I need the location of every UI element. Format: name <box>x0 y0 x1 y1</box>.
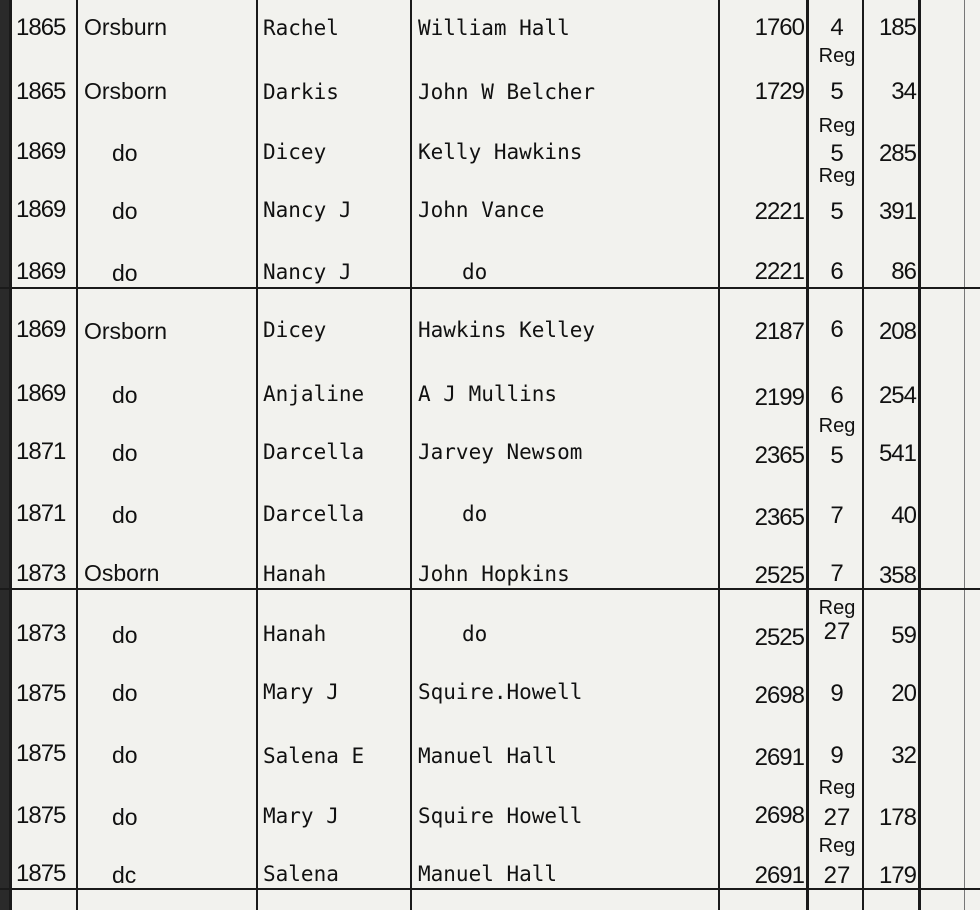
given-name-cell: Dicey <box>263 318 327 342</box>
register-mark: Reg <box>818 835 856 857</box>
spouse-cell: Kelly Hawkins <box>418 140 583 164</box>
surname-cell: Orsborn <box>84 78 168 104</box>
record-number-cell: 2691 <box>754 744 804 771</box>
page-cell: 541 <box>878 440 916 467</box>
ledger-row <box>0 165 980 244</box>
page-cell: 185 <box>878 14 916 41</box>
given-name-cell: Rachel <box>263 16 339 40</box>
given-name-cell: Nancy J <box>263 260 352 284</box>
record-number-cell: 1729 <box>754 78 804 105</box>
given-name-cell: Darcella <box>263 502 365 526</box>
surname-cell: do <box>112 742 138 768</box>
given-name-cell: Mary J <box>263 680 339 704</box>
volume-cell: 7 <box>830 560 844 587</box>
volume-cell: 4 <box>830 14 844 41</box>
spouse-cell: do <box>462 622 488 646</box>
volume-cell: 5 <box>830 442 844 469</box>
given-name-cell: Dicey <box>263 140 327 164</box>
spouse-cell: John Hopkins <box>418 562 570 586</box>
record-number-cell: 2199 <box>754 384 804 411</box>
volume-cell: 7 <box>830 502 844 529</box>
spouse-cell: Squire.Howell <box>418 680 583 704</box>
ledger-row <box>0 835 980 908</box>
given-name-cell: Nancy J <box>263 198 352 222</box>
surname-cell: Osborn <box>84 560 160 586</box>
page-cell: 208 <box>878 318 916 345</box>
register-mark: Reg <box>818 165 856 187</box>
year-cell: 1869 <box>16 380 66 407</box>
page-cell: 59 <box>891 622 916 649</box>
page-cell: 391 <box>878 198 916 225</box>
volume-cell: 6 <box>830 382 844 409</box>
register-mark: Reg <box>818 45 856 67</box>
surname-cell: do <box>112 198 138 224</box>
spouse-cell: Hawkins Kelley <box>418 318 596 342</box>
page-cell: 34 <box>891 78 916 105</box>
year-cell: 1873 <box>16 620 66 647</box>
volume-cell: 5 <box>830 198 844 225</box>
given-name-cell: Darkis <box>263 80 339 104</box>
given-name-cell: Darcella <box>263 440 365 464</box>
record-number-cell: 2187 <box>754 318 804 345</box>
page-cell: 285 <box>878 140 916 167</box>
year-cell: 1875 <box>16 802 66 829</box>
ledger-row <box>0 415 980 484</box>
record-number-cell: 1760 <box>754 14 804 41</box>
volume-cell: 5 <box>830 78 844 105</box>
page-cell: 32 <box>891 742 916 769</box>
year-cell: 1869 <box>16 316 66 343</box>
spouse-cell: Manuel Hall <box>418 862 558 886</box>
year-cell: 1869 <box>16 138 66 165</box>
volume-cell: 9 <box>830 742 844 769</box>
surname-cell: Orsborn <box>84 318 168 344</box>
ledger-row <box>0 304 980 362</box>
given-name-cell: Hanah <box>263 562 327 586</box>
ledger-row <box>0 244 980 302</box>
given-name-cell: Salena E <box>263 744 365 768</box>
page-cell: 86 <box>891 258 916 285</box>
volume-cell: 27 <box>823 618 851 645</box>
year-cell: 1865 <box>16 14 66 41</box>
surname-cell: do <box>112 260 138 286</box>
spouse-cell: Manuel Hall <box>418 744 558 768</box>
record-number-cell: 2221 <box>754 198 804 225</box>
volume-cell: 5 <box>830 140 844 167</box>
given-name-cell: Mary J <box>263 804 339 828</box>
surname-cell: Orsburn <box>84 14 168 40</box>
register-mark: Reg <box>818 597 856 619</box>
given-name-cell: Hanah <box>263 622 327 646</box>
record-number-cell: 2525 <box>754 562 804 589</box>
ledger-row <box>0 670 980 728</box>
surname-cell: do <box>112 622 138 648</box>
volume-cell: 9 <box>830 680 844 707</box>
surname-cell: do <box>112 680 138 706</box>
spouse-cell: do <box>462 260 488 284</box>
register-mark: Reg <box>818 777 856 799</box>
year-cell: 1875 <box>16 740 66 767</box>
spouse-cell: Squire Howell <box>418 804 583 828</box>
spouse-cell: John Vance <box>418 198 545 222</box>
year-cell: 1869 <box>16 196 66 223</box>
record-number-cell: 2698 <box>754 682 804 709</box>
year-cell: 1869 <box>16 258 66 285</box>
page-cell: 254 <box>878 382 916 409</box>
year-cell: 1873 <box>16 560 66 587</box>
page-cell: 179 <box>878 862 916 889</box>
surname-cell: do <box>112 804 138 830</box>
spouse-cell: do <box>462 502 488 526</box>
record-number-cell: 2691 <box>754 862 804 889</box>
spouse-cell: Jarvey Newsom <box>418 440 583 464</box>
spouse-cell: John W Belcher <box>418 80 596 104</box>
register-mark: Reg <box>818 415 856 437</box>
record-number-cell: 2525 <box>754 624 804 651</box>
page-cell: 358 <box>878 562 916 589</box>
year-cell: 1871 <box>16 438 66 465</box>
register-mark: Reg <box>818 115 856 137</box>
year-cell: 1865 <box>16 78 66 105</box>
page-cell: 178 <box>878 804 916 831</box>
volume-cell: 27 <box>823 804 851 831</box>
volume-cell: 27 <box>823 862 851 889</box>
year-cell: 1875 <box>16 860 66 887</box>
surname-cell: do <box>112 140 138 166</box>
surname-cell: dc <box>112 862 137 888</box>
record-number-cell: 2365 <box>754 504 804 531</box>
surname-cell: do <box>112 440 138 466</box>
given-name-cell: Anjaline <box>263 382 365 406</box>
spouse-cell: William Hall <box>418 16 570 40</box>
record-number-cell: 2365 <box>754 442 804 469</box>
surname-cell: do <box>112 382 138 408</box>
ledger-row <box>0 488 980 546</box>
record-number-cell: 2221 <box>754 258 804 285</box>
page-cell: 40 <box>891 502 916 529</box>
given-name-cell: Salena <box>263 862 339 886</box>
volume-cell: 6 <box>830 258 844 285</box>
spouse-cell: A J Mullins <box>418 382 558 406</box>
page-cell: 20 <box>891 680 916 707</box>
volume-cell: 6 <box>830 316 844 343</box>
record-number-cell: 2698 <box>754 802 804 829</box>
ledger-row <box>0 597 980 668</box>
surname-cell: do <box>112 502 138 528</box>
year-cell: 1875 <box>16 680 66 707</box>
year-cell: 1871 <box>16 500 66 527</box>
